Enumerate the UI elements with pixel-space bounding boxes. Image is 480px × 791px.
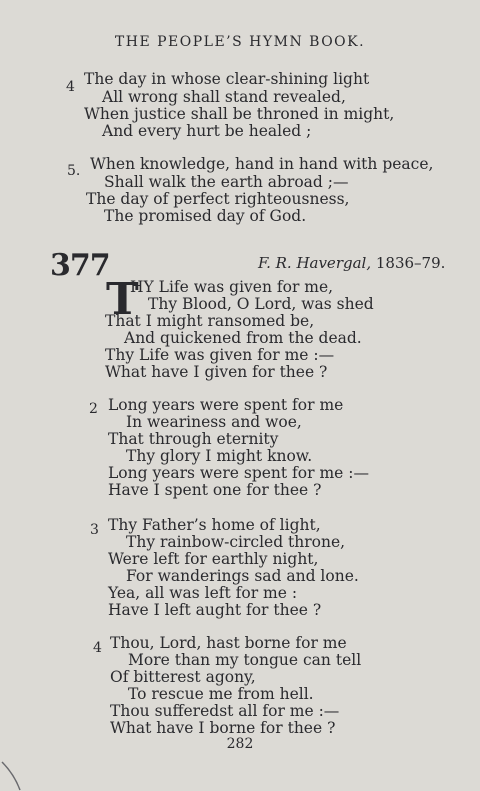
verse-line: Thou sufferedst all for me :— — [110, 702, 340, 720]
verse-line: Thou, Lord, hast borne for me — [110, 634, 347, 652]
hymn-number: 377 — [50, 248, 110, 283]
verse-line: Thy glory I might know. — [126, 447, 313, 465]
verse-line: What have I given for thee ? — [105, 363, 328, 381]
verse-line: Have I spent one for thee ? — [108, 481, 322, 499]
verse-line: Long years were spent for me — [108, 396, 344, 414]
verse-line: Of bitterest agony, — [110, 668, 256, 686]
verse-line: Thy Father’s home of light, — [108, 516, 321, 534]
verse-line: Shall walk the earth abroad ;— — [104, 173, 349, 191]
drop-cap: T — [106, 274, 139, 325]
verse-line: Thy rainbow-circled throne, — [126, 533, 346, 551]
verse-line: HY Life was given for me, — [130, 278, 334, 296]
verse-line: That through eternity — [108, 430, 279, 448]
verse-line: Were left for earthly night, — [108, 550, 319, 568]
verse-line: All wrong shall stand revealed, — [102, 88, 346, 106]
verse-line: The promised day of God. — [104, 207, 307, 225]
verse-line: What have I borne for thee ? — [110, 719, 336, 737]
verse-line: Long years were spent for me :— — [108, 464, 369, 482]
page-number: 282 — [226, 736, 254, 752]
verse-number: 2 — [89, 401, 98, 417]
verse-number: 5. — [67, 163, 81, 179]
verse-line: When knowledge, hand in hand with peace, — [90, 155, 434, 173]
verse-line: More than my tongue can tell — [128, 651, 362, 669]
verse-line: Yea, all was left for me : — [108, 584, 298, 602]
verse-line: Thy Blood, O Lord, was shed — [148, 295, 374, 313]
verse-line: Have I left aught for thee ? — [108, 601, 322, 619]
verse-line: That I might ransomed be, — [105, 312, 315, 330]
verse-line: Thy Life was given for me :— — [105, 346, 335, 364]
verse-number: 4 — [93, 640, 102, 656]
verse-line: And every hurt be healed ; — [102, 122, 312, 140]
verse-number: 4 — [66, 79, 75, 95]
verse-line: The day in whose clear-shining light — [84, 70, 370, 88]
verse-line: The day of perfect righteousness, — [86, 190, 350, 208]
verse-line: In weariness and woe, — [126, 413, 302, 431]
author-years: 1836–79. — [375, 254, 446, 272]
verse-line: And quickened from the dead. — [124, 329, 362, 347]
hymn-author — [258, 254, 445, 272]
verse-line: When justice shall be throned in might, — [84, 105, 395, 123]
page-corner-curl — [0, 760, 30, 791]
running-header: THE PEOPLE’S HYMN BOOK. — [114, 34, 366, 50]
verse-line: To rescue me from hell. — [128, 685, 314, 703]
verse-number: 3 — [90, 522, 99, 538]
author-name: F. R. Havergal, — [258, 254, 372, 272]
verse-line: For wanderings sad and lone. — [126, 567, 359, 585]
